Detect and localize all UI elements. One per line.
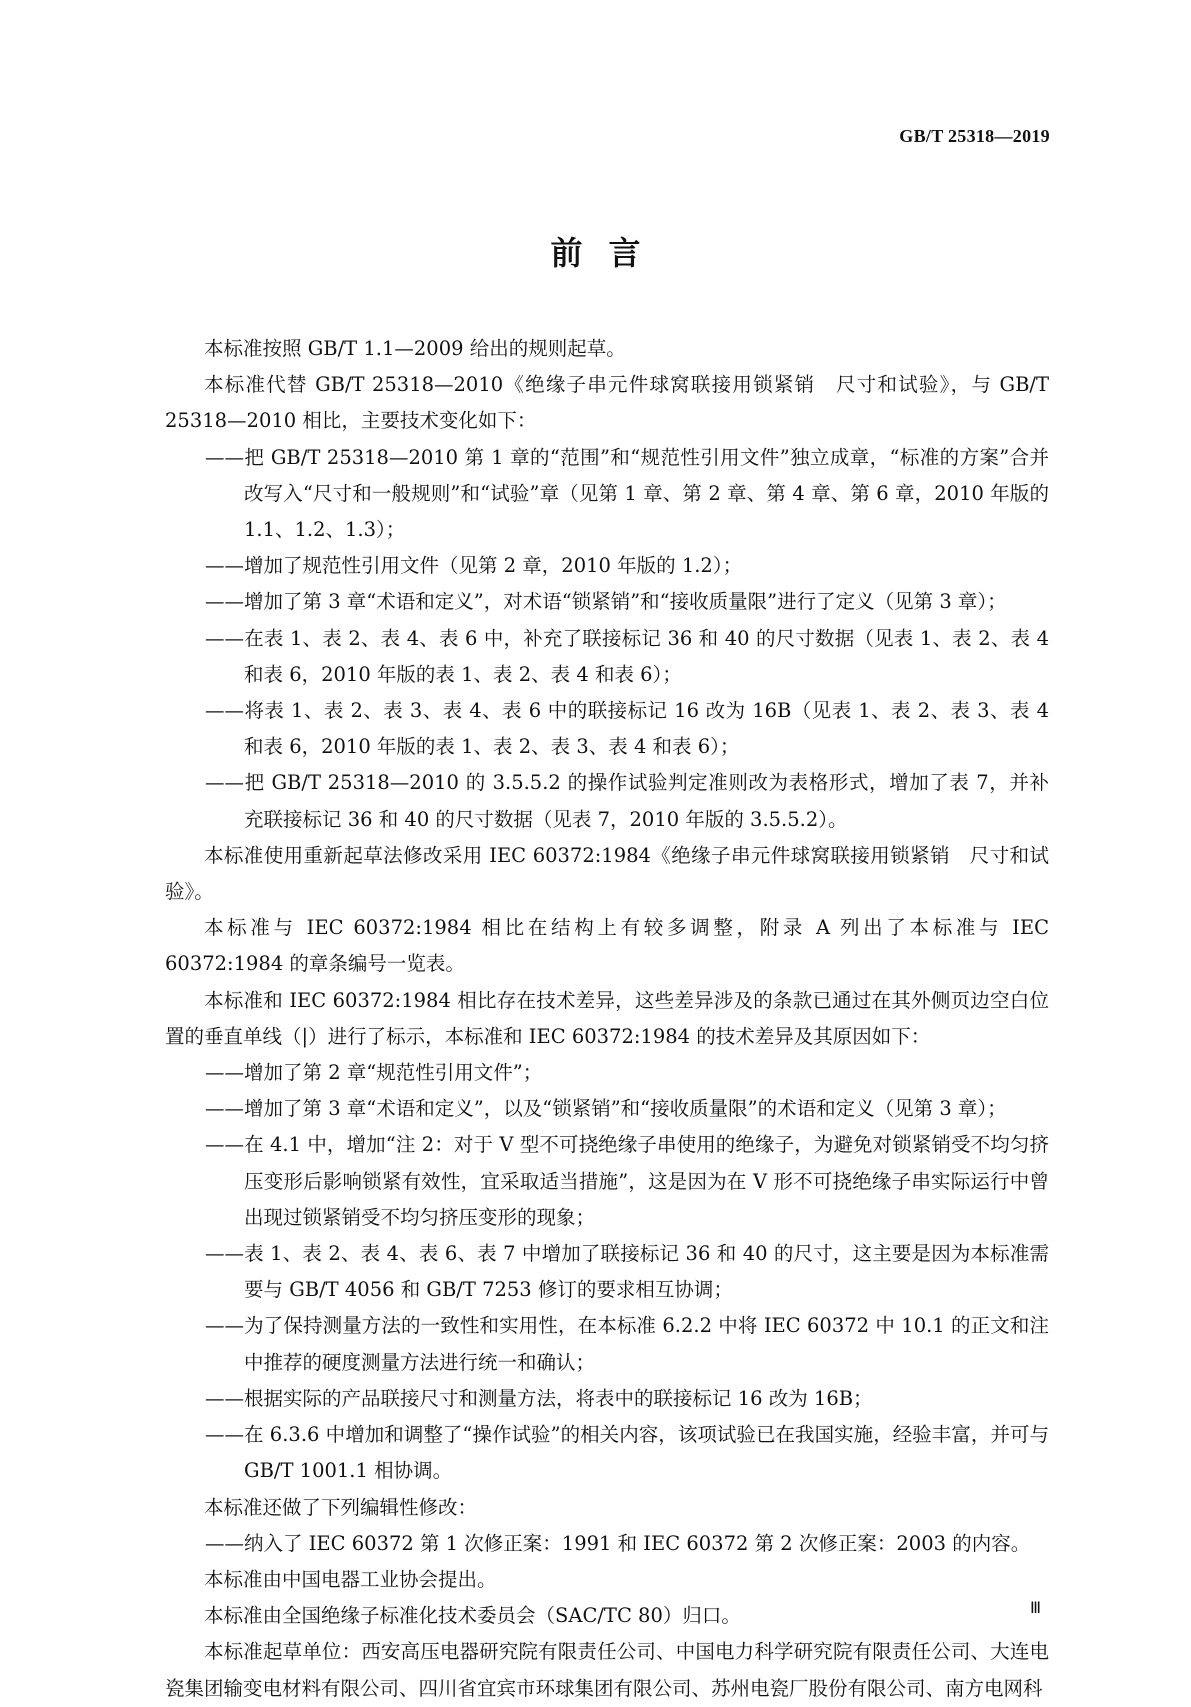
- list-item: ——把 GB/T 25318—2010 第 1 章的“范围”和“规范性引用文件”独立成章，“标准的方案”合并改写入“尺寸和一般规则”和“试验”章（见第 1 章、第 2 章、第 4 章、第 6 章，2010 年版的 1.1、1.2、1.3）；: [205, 445, 1049, 542]
- paragraph: 本标准还做了下列编辑性修改：: [204, 1495, 478, 1519]
- page-title: 前言: [550, 234, 667, 272]
- list-item: ——为了保持测量方法的一致性和实用性，在本标准 6.2.2 中将 IEC 60372 中 10.1 的正文和注中推荐的硬度测量方法进行统一和确认；: [205, 1314, 1049, 1374]
- list-item: ——在 6.3.6 中增加和调整了“操作试验”的相关内容，该项试验已在我国实施，经验丰富，并可与 GB/T 1001.1 相协调。: [205, 1423, 1049, 1483]
- list-item: ——根据实际的产品联接尺寸和测量方法，将表中的联接标记 16 改为 16B；: [205, 1386, 873, 1410]
- paragraph: 本标准按照 GB/T 1.1—2009 给出的规则起草。: [204, 337, 626, 360]
- paragraph: 本标准使用重新起草法修改采用 IEC 60372:1984《绝缘子串元件球窝联接用锁紧销 尺寸和试验》。: [165, 843, 1049, 904]
- paragraph: 本标准代替 GB/T 25318—2010《绝缘子串元件球窝联接用锁紧销 尺寸和试验》，与 GB/T 25318—2010 相比，主要技术变化如下：: [165, 373, 1049, 433]
- list-item: ——增加了规范性引用文件（见第 2 章，2010 年版的 1.2）；: [205, 554, 743, 578]
- paragraph: 本标准由中国电器工业协会提出。: [204, 1567, 497, 1591]
- list-item: ——把 GB/T 25318—2010 的 3.5.5.2 的操作试验判定准则改为表格形式，增加了表 7，并补充联接标记 36 和 40 的尺寸数据（见表 7，2010 年版的 3.5.5.2）。: [205, 771, 1049, 831]
- foreword-body: [165, 331, 1049, 1707]
- standard-code: GB/T 25318—2019: [899, 126, 1050, 146]
- list-item: ——增加了第 2 章“规范性引用文件”；: [205, 1061, 543, 1085]
- list-item: ——增加了第 3 章“术语和定义”，以及“锁紧销”和“接收质量限”的术语和定义（见第 3 章）；: [205, 1097, 1007, 1121]
- list-item: ——表 1、表 2、表 4、表 6、表 7 中增加了联接标记 36 和 40 的尺寸，这主要是因为本标准需要与 GB/T 4056 和 GB/T 7253 修订的要求相互协调；: [205, 1242, 1049, 1302]
- paragraph: 本标准与 IEC 60372:1984 相比在结构上有较多调整，附录 A 列出了本标准与 IEC 60372:1984 的章条编号一览表。: [165, 916, 1049, 976]
- paragraph: 本标准起草单位：西安高压电器研究院有限责任公司、中国电力科学研究院有限责任公司、大连电瓷集团输变电材料有限公司、四川省宜宾市环球集团有限公司、苏州电瓷厂股份有限公司、南方电网科: [165, 1640, 1049, 1700]
- page-number: Ⅲ: [1029, 1600, 1041, 1617]
- paragraph: 本标准由全国绝缘子标准化技术委员会（SAC/TC 80）归口。: [204, 1604, 741, 1628]
- list-item: ——在表 1、表 2、表 4、表 6 中，补充了联接标记 36 和 40 的尺寸数据（见表 1、表 2、表 4 和表 6，2010 年版的表 1、表 2、表 4 和表 6）；: [205, 626, 1049, 686]
- list-item: ——增加了第 3 章“术语和定义”，对术语“锁紧销”和“接收质量限”进行了定义（见第 3 章）；: [205, 590, 1007, 614]
- list-item: ——在 4.1 中，增加“注 2：对于 V 型不可挠绝缘子串使用的绝缘子，为避免对锁紧销受不均匀挤压变形后影响锁紧有效性，宜采取适当措施”，这是因为在 V 形不可挠绝缘子串实际运行中曾出现过锁紧销受不均匀挤压变形的现象；: [205, 1133, 1049, 1229]
- paragraph: 本标准和 IEC 60372:1984 相比存在技术差异，这些差异涉及的条款已通过在其外侧页边空白位置的垂直单线（|）进行了标示，本标准和 IEC 60372:1984 的技术差异及其原因如下：: [165, 988, 1049, 1048]
- list-item: ——纳入了 IEC 60372 第 1 次修正案：1991 和 IEC 60372 第 2 次修正案：2003 的内容。: [205, 1531, 1031, 1555]
- list-item: ——将表 1、表 2、表 3、表 4、表 6 中的联接标记 16 改为 16B（见表 1、表 2、表 3、表 4 和表 6，2010 年版的表 1、表 2、表 3、表 4 和表 6）；: [205, 699, 1049, 759]
